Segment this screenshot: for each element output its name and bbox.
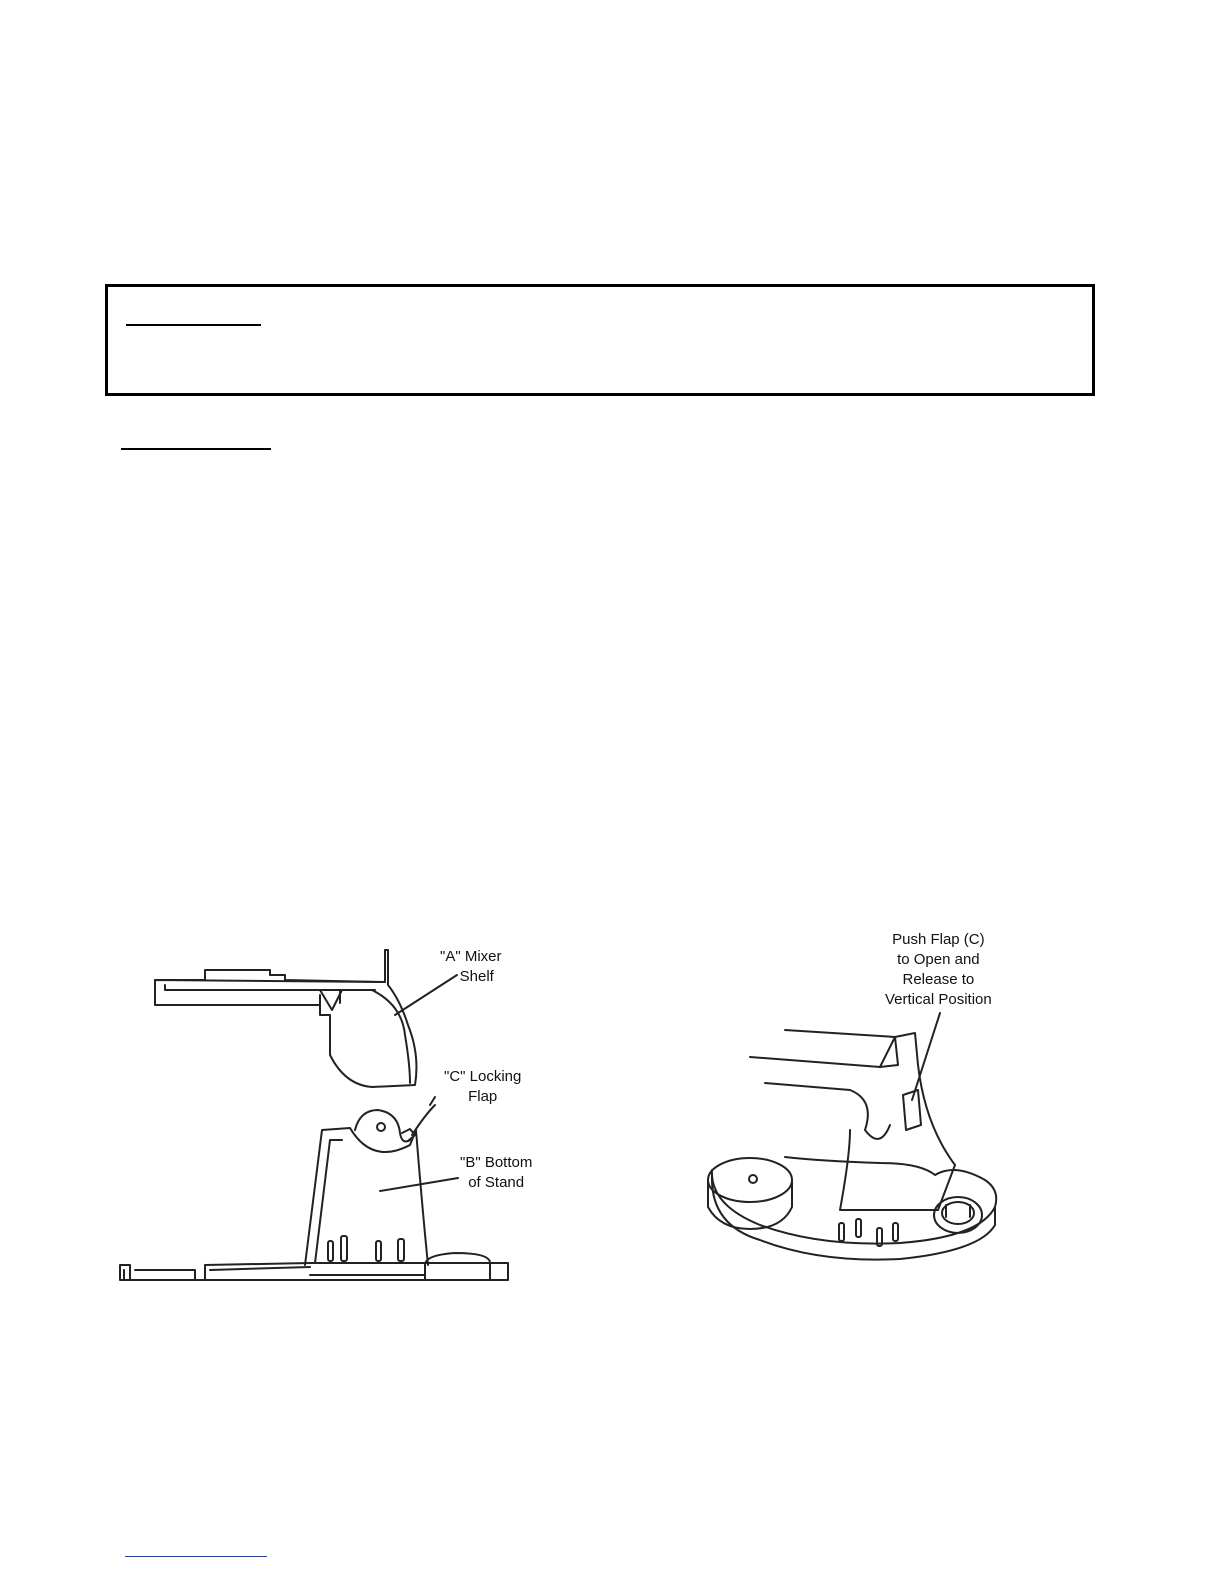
- base-stand-hub: [355, 1110, 410, 1141]
- mixer-shelf-brace: [320, 990, 342, 1010]
- stand-exploded-diagram: [110, 945, 560, 1290]
- cup-holder-tab: [946, 1205, 970, 1217]
- mixer-shelf-inner-rail: [165, 985, 375, 990]
- stand-assembled-diagram: [700, 925, 1030, 1290]
- locking-flap-window: [903, 1090, 921, 1130]
- pin-1: [328, 1241, 333, 1261]
- pin-3: [376, 1241, 381, 1261]
- label-bottom-of-stand: "B" Bottom of Stand: [460, 1154, 533, 1191]
- base-stand-hole: [377, 1123, 385, 1131]
- notice-heading-rule: [126, 324, 261, 326]
- label-locking-flap: "C" Locking Flap: [444, 1068, 522, 1105]
- base-platform: [120, 1263, 508, 1280]
- pin-4: [398, 1239, 404, 1261]
- mixer-shelf-curve: [372, 990, 410, 1083]
- base-plate: [712, 1157, 996, 1244]
- label-push-flap-instruction: Push Flap (C) to Open and Release to Vertical Position: [885, 931, 992, 1008]
- assembled-pin-2: [856, 1219, 861, 1237]
- locking-flap-pointer: [412, 1097, 435, 1135]
- label-mixer-shelf: "A" Mixer Shelf: [440, 948, 502, 985]
- footer-link-rule: [125, 1556, 267, 1557]
- shelf-arm-top: [785, 1030, 895, 1037]
- stand-exploded-drawing: [110, 945, 560, 1290]
- mixer-shelf-outline: [155, 950, 416, 1087]
- notice-box: [105, 284, 1095, 396]
- assembled-pin-4: [893, 1223, 898, 1241]
- base-plate-thickness: [712, 1175, 995, 1260]
- base-weight-hole: [749, 1175, 757, 1183]
- shelf-arm-middle: [750, 1057, 880, 1067]
- base-stand-pointer: [380, 1178, 458, 1191]
- base-platform-knob: [425, 1253, 490, 1280]
- pin-2: [341, 1236, 347, 1261]
- assembled-pin-1: [839, 1223, 844, 1241]
- shelf-arm-lower: [765, 1083, 890, 1139]
- base-platform-edge: [124, 1267, 310, 1280]
- section-heading-rule: [121, 448, 271, 450]
